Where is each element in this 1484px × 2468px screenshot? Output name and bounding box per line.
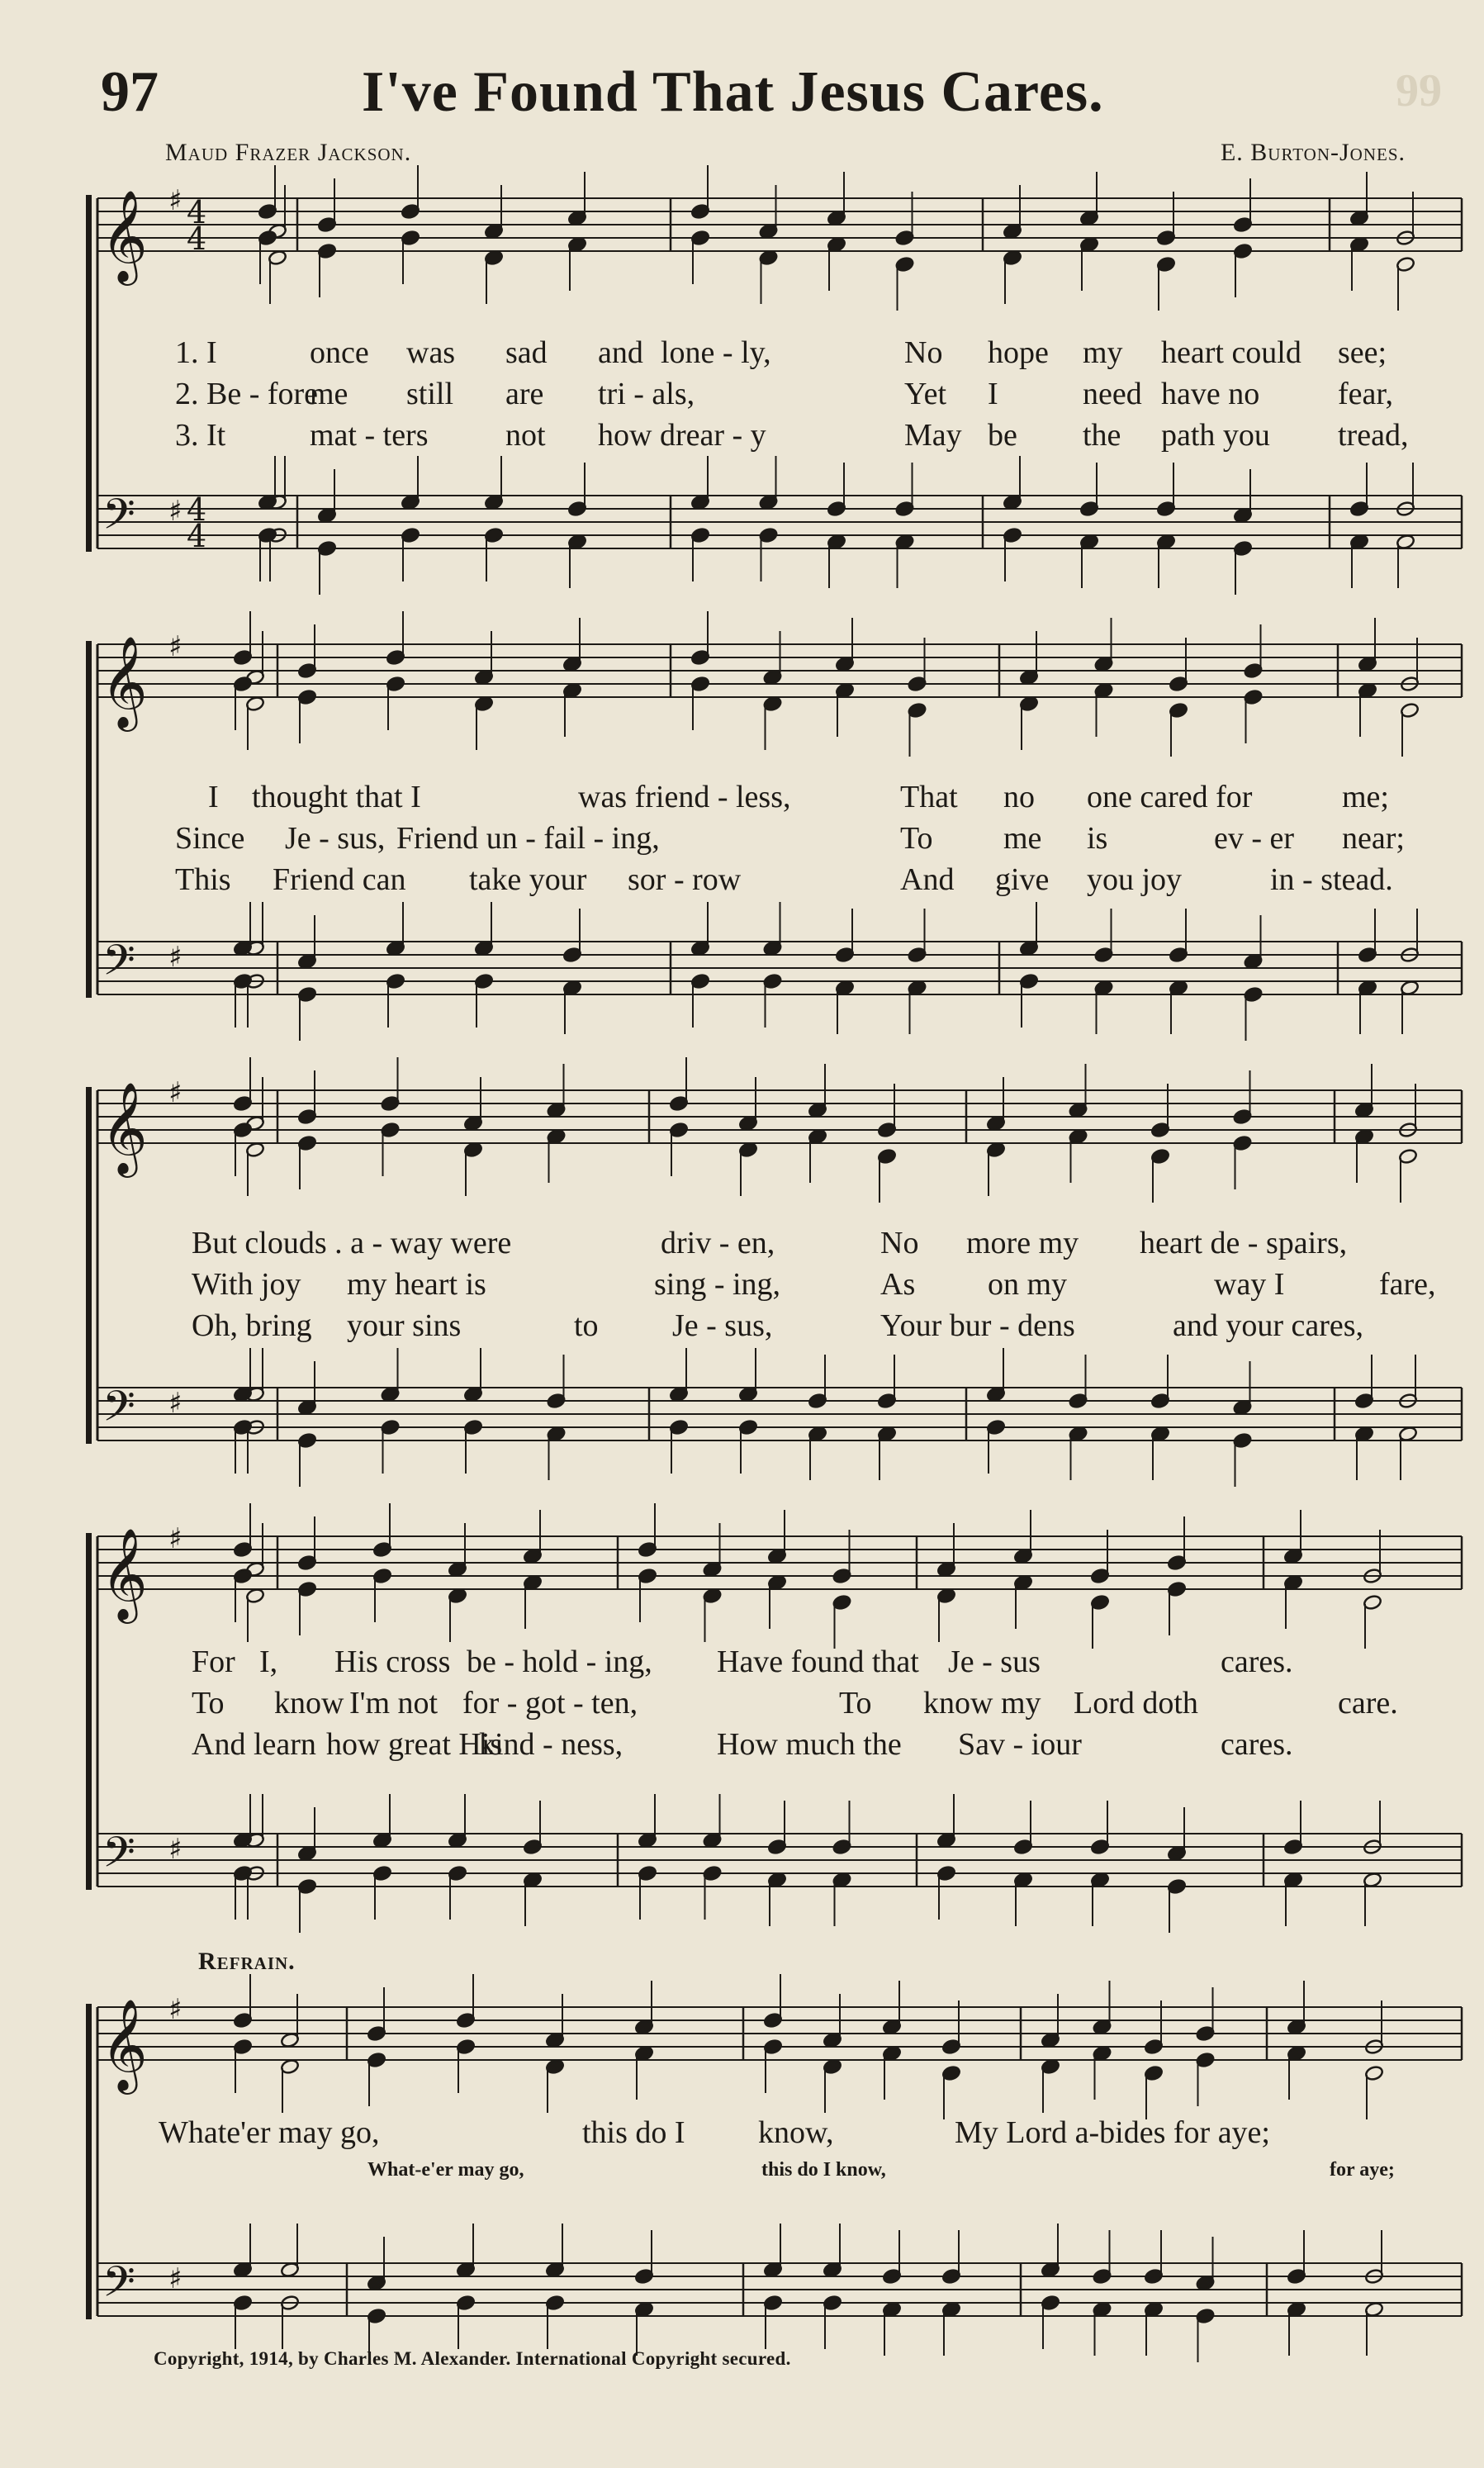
system-4-bass-key-sharp: ♯: [168, 1833, 183, 1866]
system-2-system-bracket: [86, 641, 92, 998]
lyric-word: mat - ters: [310, 418, 429, 453]
system-3-treble-clef: 𝄞: [101, 1081, 148, 1174]
lyric-word: I,: [259, 1645, 278, 1679]
lyric-word: This: [175, 862, 231, 897]
lyric-word: thought that I: [252, 780, 421, 814]
lyric-word: how great His: [326, 1727, 503, 1762]
lyric-word: I: [988, 377, 998, 411]
lyric-word: be - hold - ing,: [467, 1645, 652, 1679]
refrain-treble-clef: 𝄞: [101, 1998, 148, 2091]
system-4-system-bracket: [86, 1533, 92, 1890]
lyric-word: Your bur - dens: [880, 1308, 1075, 1343]
lyric-word: Je - sus: [948, 1645, 1041, 1679]
lyric-word: near;: [1342, 821, 1405, 856]
refrain-lyric: Whate'er may go,: [159, 2115, 380, 2150]
system-3-system-bracket: [86, 1087, 92, 1444]
lyric-word: Yet: [904, 377, 947, 411]
lyric-word: my heart is: [347, 1267, 486, 1302]
system-1-bass-time-top: 4: [187, 491, 207, 528]
system-1-system-bracket: [86, 195, 92, 552]
lyric-word: Have found that: [717, 1645, 919, 1679]
lyric-word: was: [406, 335, 456, 370]
lyric-word: see;: [1338, 335, 1387, 370]
lyric-word: 2. Be - fore: [175, 377, 319, 411]
lyric-word: Lord doth: [1074, 1686, 1198, 1720]
lyric-word: 3. It: [175, 418, 226, 453]
refrain-bass-lyric: this do I know,: [761, 2159, 886, 2181]
system-2-bass-key-sharp: ♯: [168, 941, 183, 974]
lyric-word: But clouds . a - way were: [192, 1226, 512, 1260]
lyric-word: I'm not: [349, 1686, 439, 1720]
composer-credit: E. Burton-Jones.: [1220, 139, 1406, 166]
lyric-word: To: [839, 1686, 872, 1720]
lyric-word: Je - sus,: [672, 1308, 773, 1343]
lyric-word: to: [574, 1308, 599, 1343]
lyric-word: To: [192, 1686, 225, 1720]
lyric-word: Since: [175, 821, 245, 856]
lyric-word: I: [208, 780, 219, 814]
system-4-treble-key-sharp: ♯: [168, 1522, 183, 1555]
lyric-word: are: [505, 377, 544, 411]
lyric-word: more my: [966, 1226, 1079, 1260]
system-1-treble-clef: 𝄞: [101, 189, 148, 282]
system-1-bass-clef: 𝄢: [102, 489, 135, 549]
lyric-word: As: [880, 1267, 916, 1302]
lyric-word: And: [900, 862, 955, 897]
lyric-word: know: [274, 1686, 344, 1720]
lyric-word: me: [1003, 821, 1042, 856]
system-2-bass-clef: 𝄢: [102, 935, 135, 995]
lyric-word: is: [1087, 821, 1108, 856]
lyric-word: way I: [1214, 1267, 1285, 1302]
system-3-bass-clef: 𝄢: [102, 1381, 135, 1441]
lyric-word: tread,: [1338, 418, 1409, 453]
refrain-lyric: know,: [758, 2115, 834, 2150]
lyric-word: me: [310, 377, 348, 411]
lyric-word: To: [900, 821, 933, 856]
refrain-lyric: My Lord a-bides for aye;: [955, 2115, 1270, 2150]
refrain-bass-clef: 𝄢: [102, 2257, 135, 2317]
refrain-bass-key-sharp: ♯: [168, 2262, 183, 2295]
lyric-word: and your cares,: [1173, 1308, 1364, 1343]
lyric-word: the: [1083, 418, 1121, 453]
lyric-word: give: [995, 862, 1050, 897]
lyric-word: one cared for: [1087, 780, 1253, 814]
refrain-label: Refrain.: [198, 1948, 296, 1975]
lyric-word: His cross: [334, 1645, 451, 1679]
lyric-word: and: [598, 335, 643, 370]
lyric-word: have no: [1161, 377, 1260, 411]
lyric-word: That: [900, 780, 958, 814]
lyric-word: 1. I: [175, 335, 217, 370]
lyric-word: And learn: [192, 1727, 316, 1762]
lyric-word: Friend can: [273, 862, 406, 897]
lyric-word: driv - en,: [661, 1226, 775, 1260]
lyric-word: kind - ness,: [479, 1727, 623, 1762]
lyric-word: take your: [469, 862, 587, 897]
lyric-word: No: [880, 1226, 919, 1260]
system-4-treble-clef: 𝄞: [101, 1527, 148, 1620]
system-1-bass-time-bottom: 4: [187, 518, 207, 554]
system-3-treble-key-sharp: ♯: [168, 1076, 183, 1109]
lyric-word: No: [904, 335, 943, 370]
lyric-word: on my: [988, 1267, 1068, 1302]
lyric-word: fear,: [1338, 377, 1394, 411]
lyric-word: With joy: [192, 1267, 301, 1302]
lyricist-credit: Maud Frazer Jackson.: [165, 139, 412, 166]
lyric-word: path you: [1161, 418, 1270, 453]
lyric-word: How much the: [717, 1727, 902, 1762]
lyric-word: me;: [1342, 780, 1389, 814]
refrain-bass-lyric: What-e'er may go,: [367, 2159, 524, 2181]
lyric-word: Friend un - fail - ing,: [396, 821, 660, 856]
lyric-word: you joy: [1087, 862, 1183, 897]
hymn-title: I've Found That Jesus Cares.: [362, 60, 1104, 124]
lyric-word: your sins: [347, 1308, 462, 1343]
lyric-word: no: [1003, 780, 1035, 814]
refrain-lyric: this do I: [582, 2115, 685, 2150]
lyric-word: be: [988, 418, 1017, 453]
system-3-bass-key-sharp: ♯: [168, 1387, 183, 1420]
lyric-word: know my: [923, 1686, 1041, 1720]
lyric-word: lone - ly,: [661, 335, 771, 370]
system-1-bass-key-sharp: ♯: [168, 495, 183, 528]
lyric-word: cares.: [1221, 1727, 1293, 1762]
lyric-word: how drear - y: [598, 418, 766, 453]
lyric-word: hope: [988, 335, 1049, 370]
lyric-word: sad: [505, 335, 548, 370]
lyric-word: heart de - spairs,: [1140, 1226, 1348, 1260]
refrain-treble-key-sharp: ♯: [168, 1993, 183, 2026]
lyric-word: was friend - less,: [578, 780, 791, 814]
lyric-word: ev - er: [1214, 821, 1295, 856]
lyric-word: cares.: [1221, 1645, 1293, 1679]
hymn-number: 97: [101, 60, 159, 124]
system-1-treble-time-top: 4: [187, 194, 207, 230]
lyric-word: care.: [1338, 1686, 1398, 1720]
refrain-bass-lyric: for aye;: [1330, 2159, 1395, 2181]
lyric-word: Oh, bring: [192, 1308, 312, 1343]
lyric-word: For: [192, 1645, 235, 1679]
system-1-treble-key-sharp: ♯: [168, 184, 183, 217]
system-4-bass-clef: 𝄢: [102, 1827, 135, 1887]
lyric-word: sor - row: [628, 862, 742, 897]
lyric-word: tri - als,: [598, 377, 695, 411]
lyric-word: once: [310, 335, 369, 370]
lyric-word: sing - ing,: [654, 1267, 781, 1302]
lyric-word: my: [1083, 335, 1123, 370]
lyric-word: fare,: [1379, 1267, 1436, 1302]
copyright-notice: Copyright, 1914, by Charles M. Alexander. International Copyright secured.: [154, 2348, 791, 2369]
lyric-word: not: [505, 418, 546, 453]
lyric-word: still: [406, 377, 454, 411]
bleed-through-page-number: 99: [1396, 65, 1442, 116]
lyric-word: Sav - iour: [958, 1727, 1082, 1762]
lyric-word: Je - sus,: [285, 821, 386, 856]
system-1-treble-time-bottom: 4: [187, 221, 207, 257]
lyric-word: in - stead.: [1270, 862, 1393, 897]
refrain-system-bracket: [86, 2004, 92, 2319]
system-2-treble-key-sharp: ♯: [168, 630, 183, 663]
lyric-word: for - got - ten,: [462, 1686, 638, 1720]
lyric-word: heart could: [1161, 335, 1301, 370]
lyric-word: need: [1083, 377, 1142, 411]
lyric-word: May: [904, 418, 962, 453]
system-2-treble-clef: 𝄞: [101, 635, 148, 728]
